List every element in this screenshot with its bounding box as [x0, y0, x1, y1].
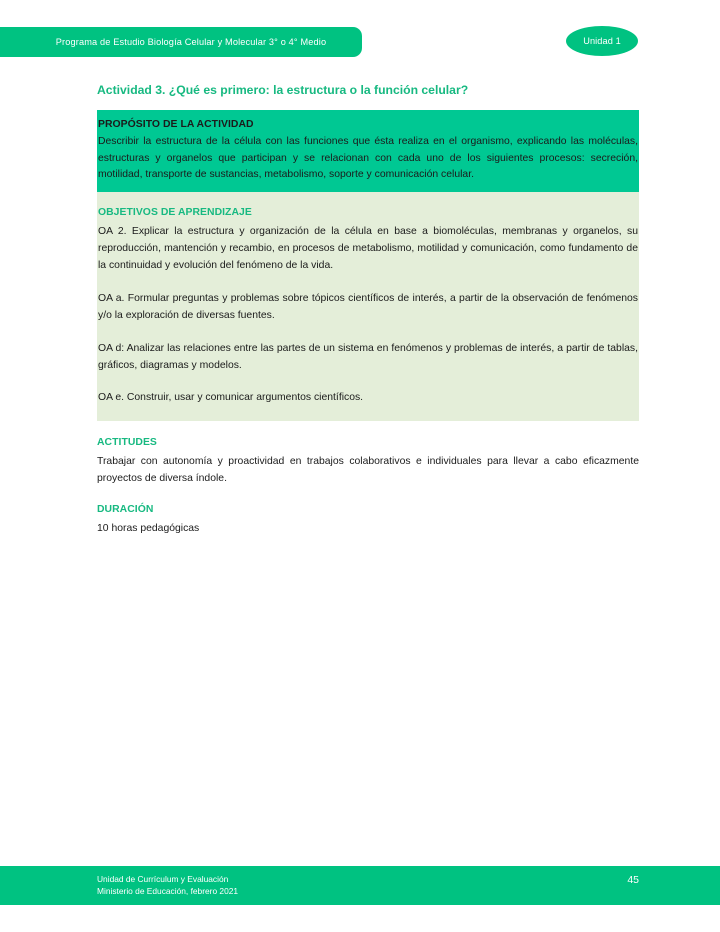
activity-title: Actividad 3. ¿Qué es primero: la estructura o la función celular?	[97, 83, 469, 97]
duration-text: 10 horas pedagógicas	[97, 522, 200, 534]
purpose-heading: PROPÓSITO DE LA ACTIVIDAD	[98, 119, 254, 130]
learning-objective-item: OA d: Analizar las relaciones entre las partes de un sistema en fenómenos y problemas de interés, a partir de tablas, gráficos, diagramas y modelos.	[98, 342, 638, 371]
header-program-bar	[0, 27, 362, 57]
header-program-label: Programa de Estudio Biología Celular y Molecular 3° o 4° Medio	[55, 37, 327, 47]
attitudes-block	[97, 435, 639, 488]
learning-objectives-heading: OBJETIVOS DE APRENDIZAJE	[98, 206, 252, 218]
duration-block	[97, 502, 639, 537]
footer-line-ministry: Ministerio de Educación, febrero 2021	[97, 885, 239, 896]
footer-line-organization: Unidad de Currículum y Evaluación	[97, 874, 229, 884]
page-content	[97, 82, 639, 537]
attitudes-text: Trabajar con autonomía y proactividad en trabajos colaborativos e individuales para llevar a cabo eficazmente proyectos de diversa índole.	[97, 455, 639, 485]
footer-attribution	[97, 874, 238, 897]
page-number: 45	[627, 874, 639, 886]
purpose-text: Describir la estructura de la célula con las funciones que ésta realiza en el organismo, explicando las moléculas, estructuras y organelos que participan y se relacionan con cada uno de los siguientes procesos: secreción, motilidad, transporte de sustancias, metabolismo, soporte y comunicación celular.	[98, 136, 638, 180]
purpose-block	[97, 110, 639, 192]
footer-bar	[0, 866, 720, 905]
learning-objective-item: OA e. Construir, usar y comunicar argumentos científicos.	[98, 392, 364, 404]
learning-objective-item: OA 2. Explicar la estructura y organización de la célula en base a biomoléculas, membranas y organelos, su reproducción, mantención y recambio, en procesos de metabolismo, motilidad y comunicación, como fundamento de la continuidad y evolución del fenómeno de la vida.	[98, 225, 638, 272]
unit-badge	[566, 26, 638, 56]
unit-badge-label: Unidad 1	[583, 36, 621, 46]
attitudes-heading: ACTITUDES	[97, 436, 157, 448]
learning-objective-item: OA a. Formular preguntas y problemas sobre tópicos científicos de interés, a partir de la observación de fenómenos y/o la exploración de diversas fuentes.	[98, 292, 638, 322]
learning-objectives-block	[97, 192, 639, 421]
duration-heading: DURACIÓN	[97, 503, 154, 515]
